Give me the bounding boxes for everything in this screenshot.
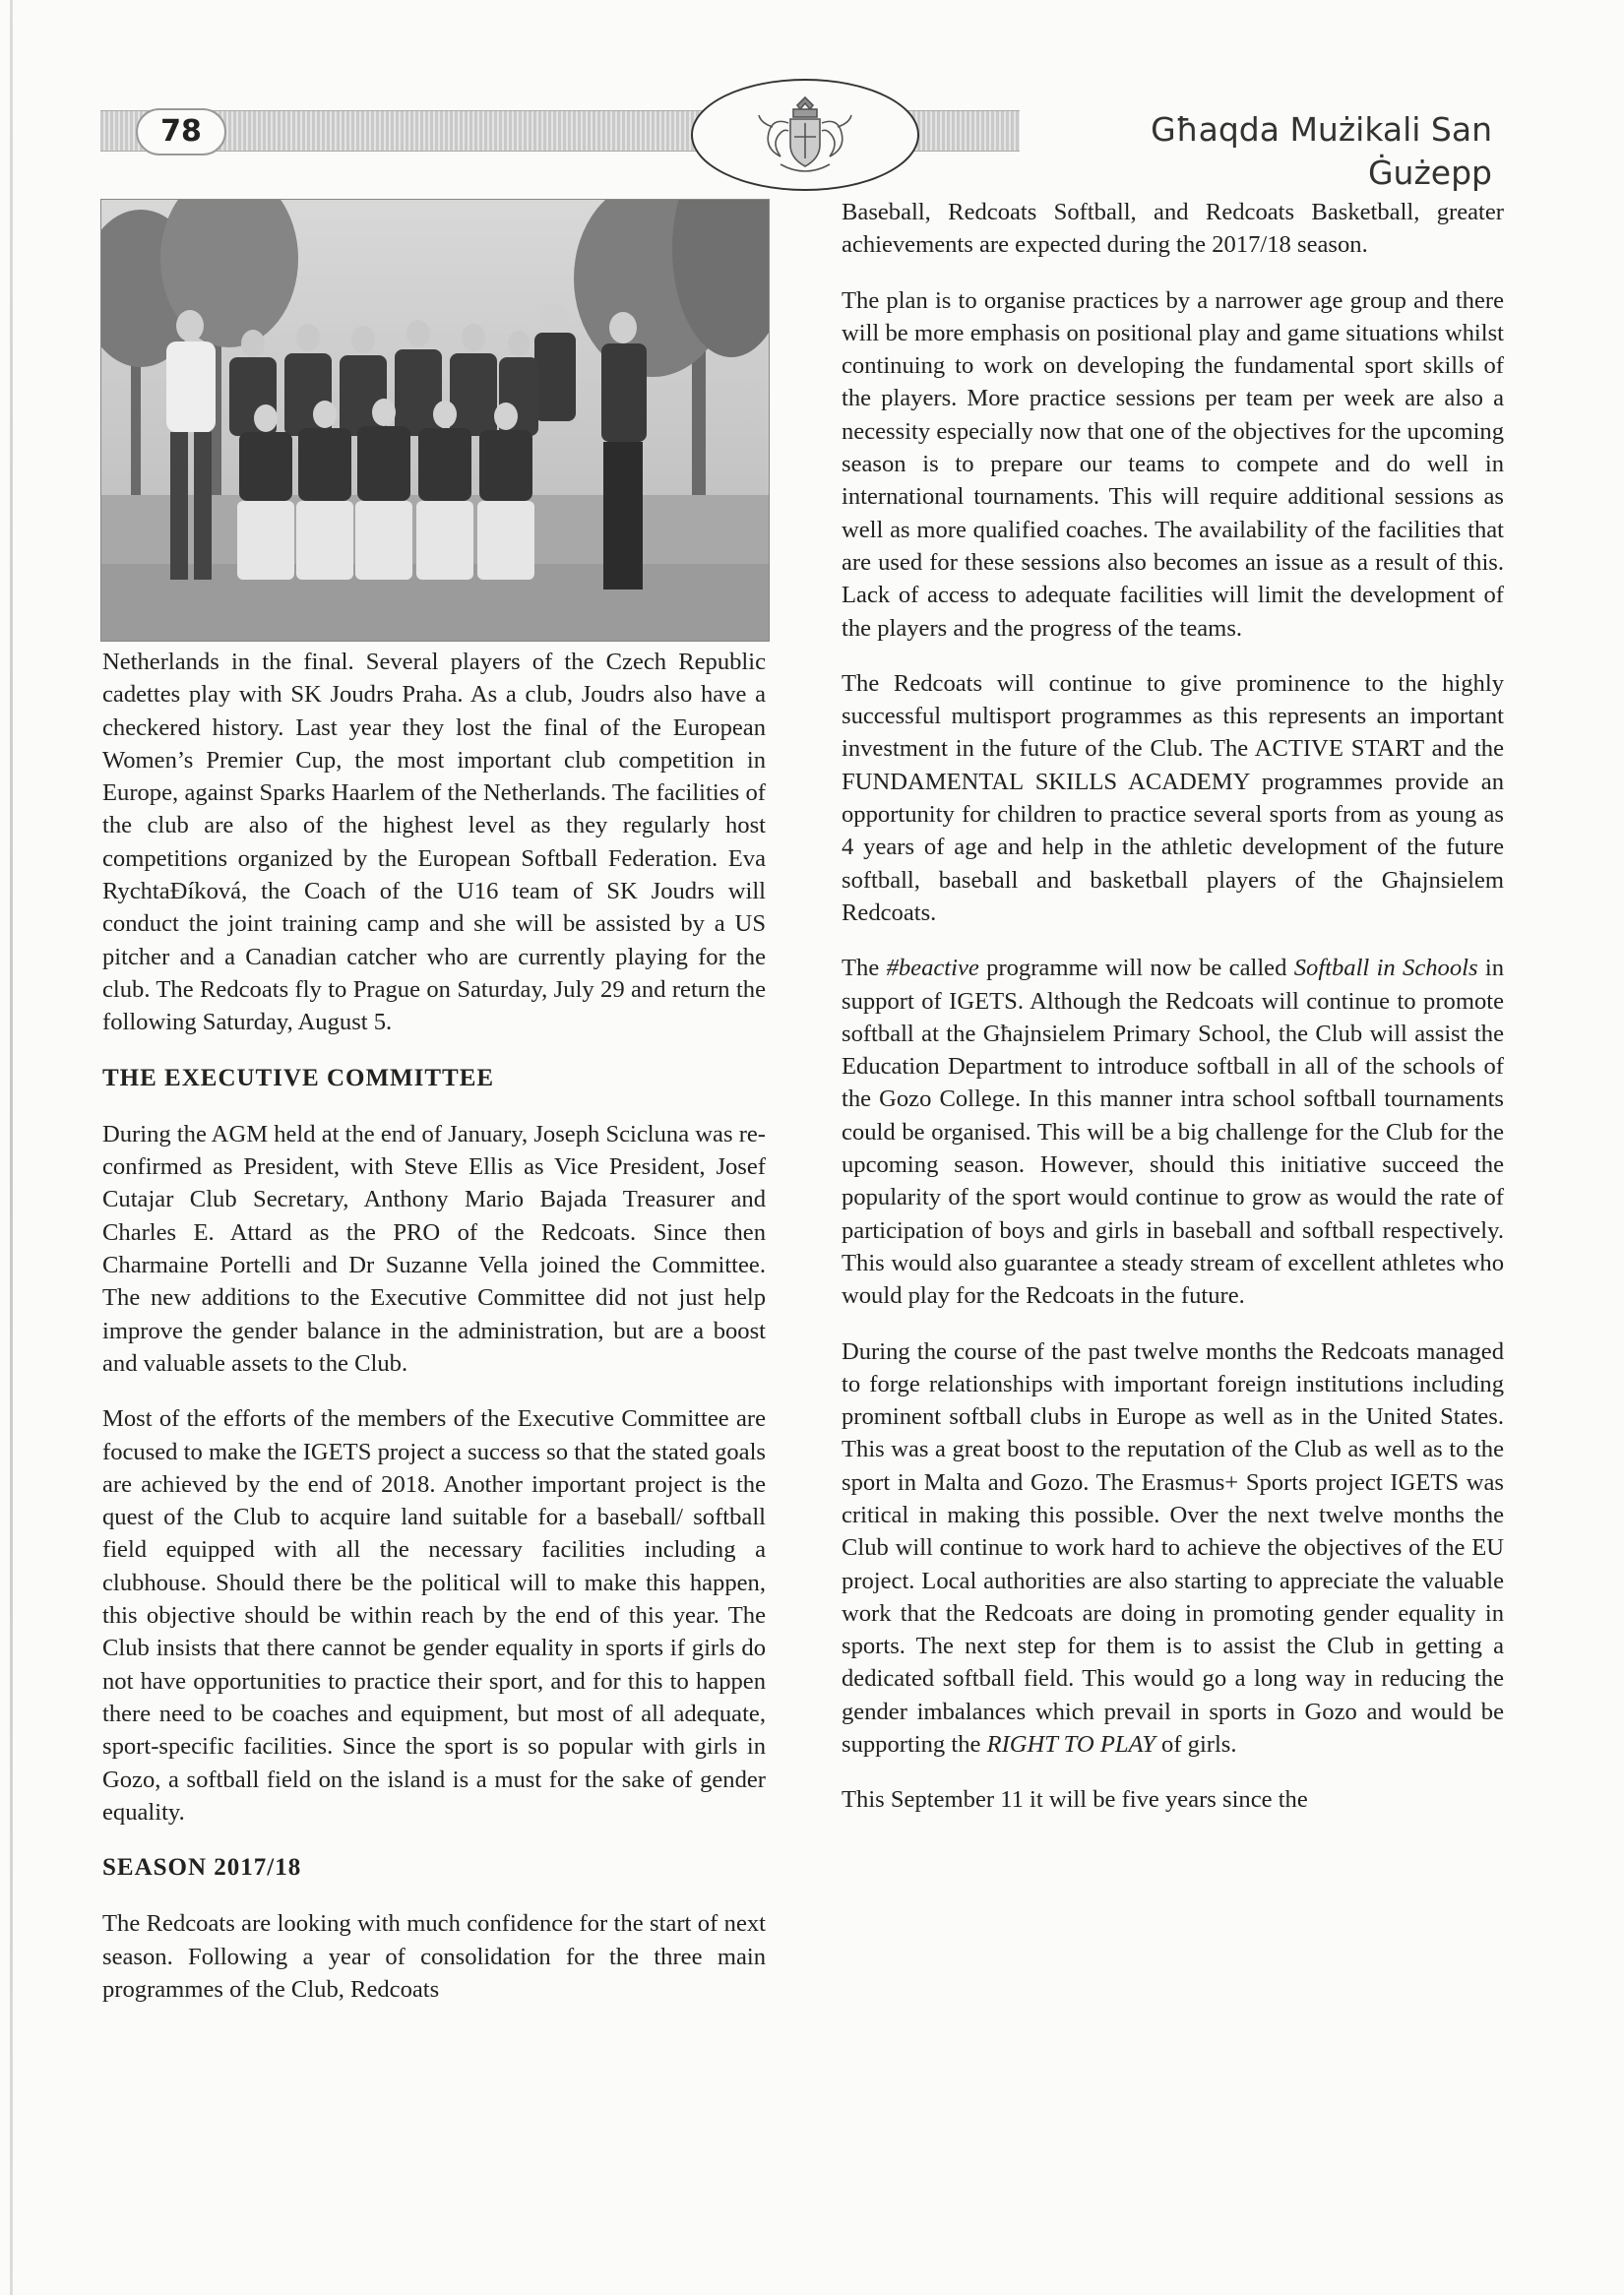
- italic-programme-name: Softball in Schools: [1293, 955, 1478, 982]
- crest-emblem-icon: [691, 79, 919, 191]
- text-run: of girls.: [1155, 1731, 1237, 1759]
- paragraph: During the AGM held at the end of January, Joseph Scicluna was re-confirmed as President, with Steve Ellis as Vice President, Josef Cutajar Club Secretary, Anthony Mario Bajada Treasurer and Charles E. Attard as the PRO of the Redcoats. Since then Charmaine Portelli and Dr Suzanne Vella joined the Committee. The new additions to the Executive Committee did not just help improve the gender balance in the administration, but are a boost and valuable assets to the Club.: [102, 1120, 766, 1377]
- paragraph: [842, 1335, 1504, 1762]
- paragraph: Netherlands in the final. Several players of the Czech Republic cadettes play with SK Joudrs Praha. As a club, Joudrs also have a checkered history. Last year they lost the final of the European Women’s Premier Cup, the most important club competition in Europe, against Sparks Haarlem of the Netherlands. The facilities of the club are also of the highest level as they regularly host competitions organized by the European Softball Federation. Eva RychtaĐíková, the Coach of the U16 team of SK Joudrs will conduct the joint training camp and she will be assisted by a US pitcher and a Canadian catcher who are currently playing for the club. The Redcoats fly to Prague on Saturday, July 29 and return the following Saturday, August 5.: [102, 649, 766, 1036]
- text-run: programme will now be called: [978, 955, 1294, 982]
- team-photo: [100, 199, 770, 642]
- paragraph: Baseball, Redcoats Softball, and Redcoats Basketball, greater achievements are expected during the 2017/18 season.: [842, 199, 1504, 259]
- right-column: [842, 196, 1504, 1839]
- paragraph: The Redcoats are looking with much confidence for the start of next season. Following a year of consolidation for the three main programmes of the Club, Redcoats: [102, 1910, 766, 2003]
- softball-team-photo: [101, 200, 769, 641]
- paragraph: The plan is to organise practices by a narrower age group and there will be more emphasis on positional play and game situations whilst continuing to work on developing the fundamental sport skills of the players. More practice sessions per team per week are also a necessity especially now that one of the objectives for the upcoming season is to prepare our teams to compete and do well in international tournaments. This will require additional sessions as well as more qualified coaches. The availability of the facilities that are used for these sessions also becomes an issue as a result of this. Lack of access to adequate facilities will limit the development of the players and the progress of the teams.: [842, 286, 1504, 642]
- paragraph: This September 11 it will be five years since the: [842, 1786, 1308, 1814]
- left-column: [102, 646, 766, 2028]
- crest-emblem-svg: [751, 88, 859, 182]
- page-number: 78: [136, 108, 226, 155]
- section-heading-season: SEASON 2017/18: [102, 1854, 302, 1882]
- paragraph: The Redcoats will continue to give prominence to the highly successful multisport programmes as this represents an important investment in the future of the Club. The ACTIVE START and the FUNDAMENTAL SKILLS ACADEMY programmes provide an opportunity for children to practice several sports from as young as 4 years of age and help in the athletic development of the future softball, baseball and basketball players of the Għajnsielem Redcoats.: [842, 669, 1504, 926]
- text-run: in support of IGETS. Although the Redcoats will continue to promote softball at the Għajnsielem Primary School, the Club will assist the Education Department to introduce softball in all of the schools of the Gozo College. In this manner intra school softball tournaments could be organised. This will be a big challenge for the Club for the upcoming season. However, should this initiative succeed the popularity of the sport would continue to grow as would the rate of participation of boys and girls in baseball and softball respectively. This would also guarantee a steady stream of excellent athletes who would play for the Redcoats in the future.: [842, 955, 1505, 1310]
- italic-slogan: RIGHT TO PLAY: [986, 1731, 1156, 1759]
- publication-title: Għaqda Mużikali San Ġużepp: [1020, 108, 1508, 152]
- text-run: During the course of the past twelve months the Redcoats managed to forge relationships with important foreign institutions including prominent softball clubs in Europe as well as in the United States. This was a great boost to the reputation of the Club as well as to the sport in Malta and Gozo. The Erasmus+ Sports project IGETS was critical in making this possible. Over the next twelve months the Club will continue to work hard to achieve the objectives of the EU project. Local authorities are also starting to appreciate the valuable work that the Redcoats are doing in promoting gender equality in sports. The next step for them is to assist the Club in getting a dedicated softball field. This would go a long way in reducing the gender imbalances which prevail in sports in Gozo and would be supporting the: [842, 1337, 1504, 1759]
- paragraph: Most of the efforts of the members of the Executive Committee are focused to make the IGETS project a success so that the stated goals are achieved by the end of 2018. Another important project is the quest of the Club to acquire land suitable for a baseball/ softball field equipped with all the necessary facilities including a clubhouse. Should there be the political will to make this happen, this objective should be within reach by the end of this year. The Club insists that there cannot be gender equality in sports if girls do not have opportunities to practice their sport, and for this to happen there need to be coaches and equipment, but most of all adequate, sport-specific facilities. Since the sport is so popular with girls in Gozo, a softball field on the island is a must for the sake of gender equality.: [102, 1405, 766, 1826]
- italic-programme-name: #beactive: [886, 955, 979, 982]
- section-heading-executive-committee: THE EXECUTIVE COMMITTEE: [102, 1064, 495, 1091]
- text-run: The: [842, 955, 887, 982]
- scan-edge: [10, 0, 13, 2295]
- paragraph: [842, 952, 1504, 1312]
